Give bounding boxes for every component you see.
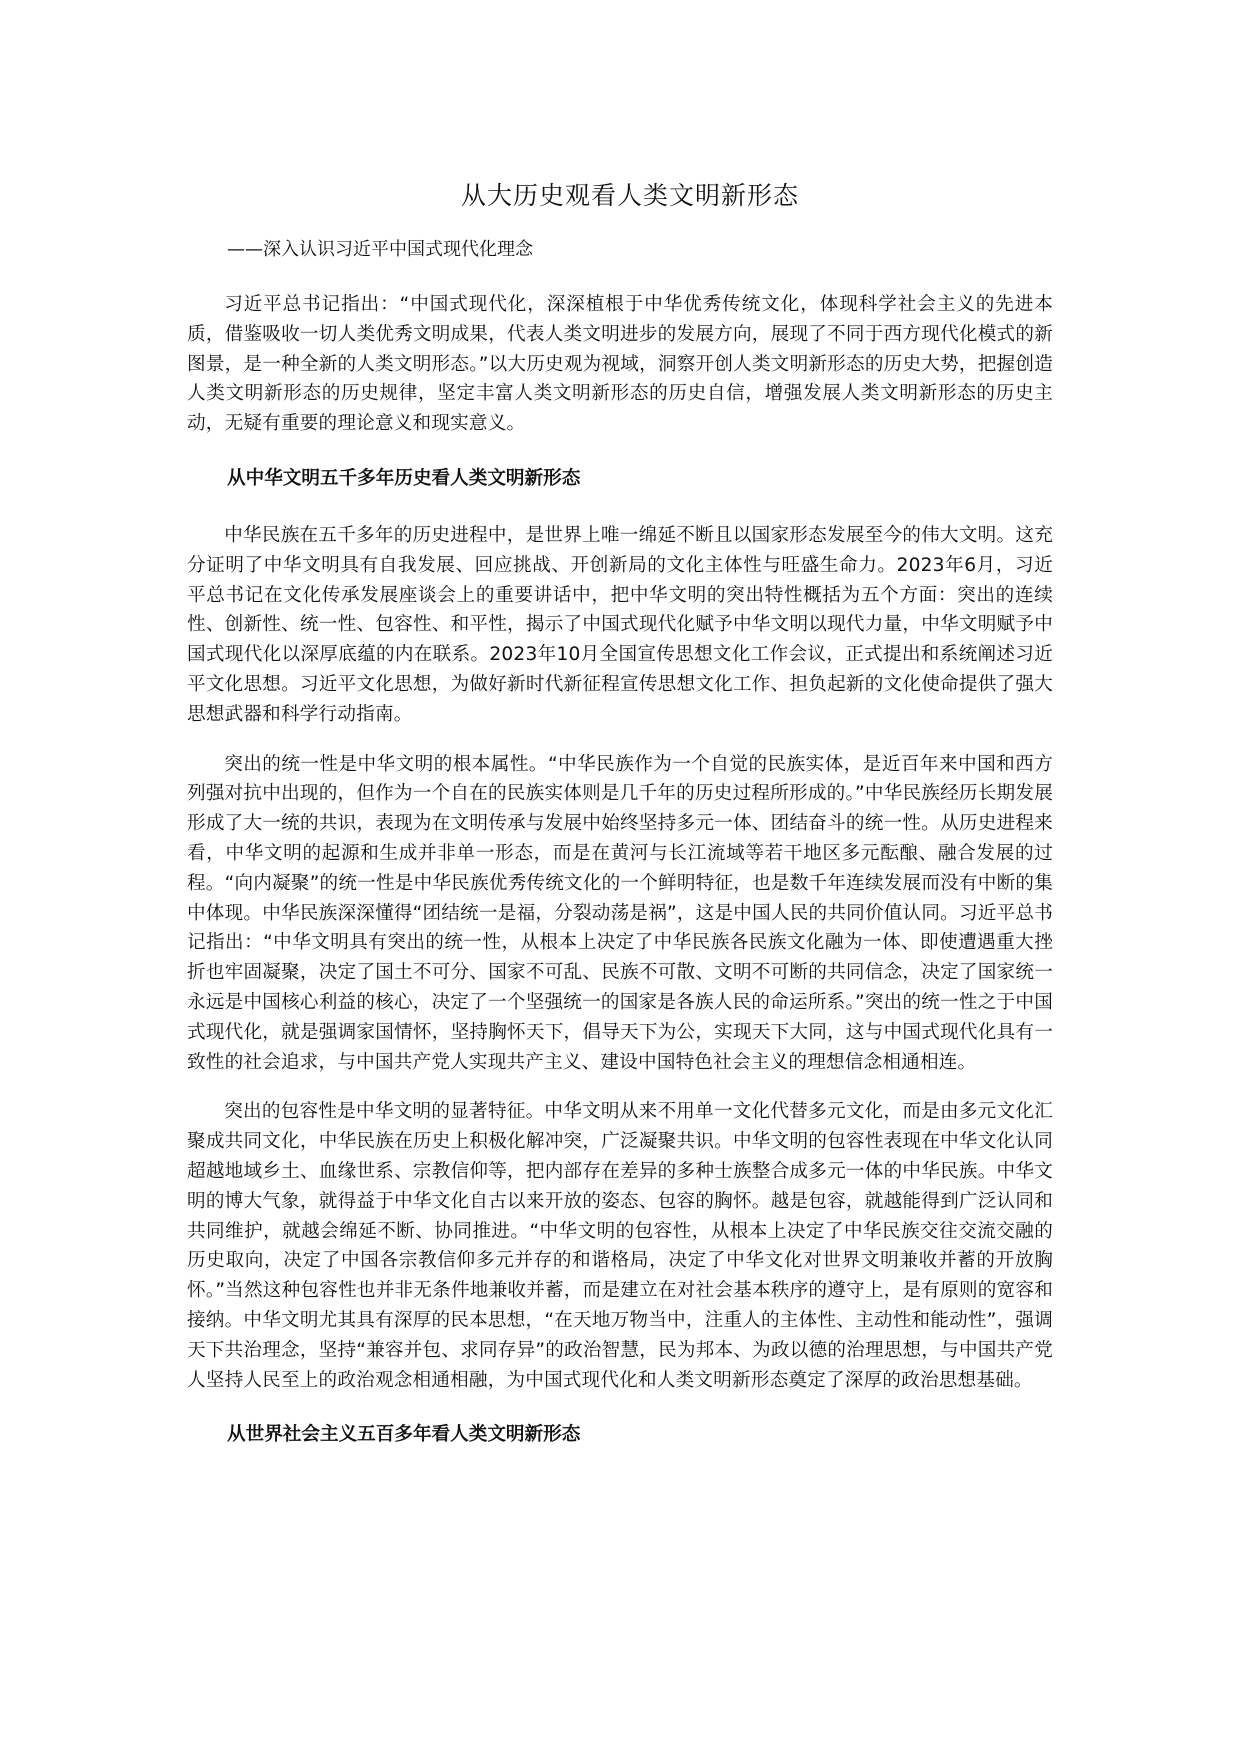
body-paragraph: 突出的包容性是中华文明的显著特征。中华文明从来不用单一文化代替多元文化，而是由多元文化汇聚成共同文化，中华民族在历史上积极化解冲突，广泛凝聚共识。中华文明的包容性表现在中华文化认同超越地域乡土、血缘世系、宗教信仰等，把内部存在差异的多种士族整合成多元一体的中华民族。中华文明的博大气象，就得益于中华文化自古以来开放的姿态、包容的胸怀。越是包容，就越能得到广泛认同和共同维护，就越会绵延不断、协同推进。“中华文明的包容性，从根本上决定了中华民族交往交流交融的历史取向，决定了中国各宗教信仰多元并存的和谐格局，决定了中华文化对世界文明兼收并蓄的开放胸怀。”当然这种包容性也并非无条件地兼收并蓄，而是建立在对社会基本秩序的遵守上，是有原则的宽容和接纳。中华文明尤其具有深厚的民本思想，“在天地万物当中，注重人的主体性、主动性和能动性”，强调天下共治理念，坚持“兼容并包、求同存异”的政治智慧，民为邦本、为政以德的治理思想，与中国共产党人坚持人民至上的政治观念相通相融，为中国式现代化和人类文明新形态奠定了深厚的政治思想基础。 [187, 1101, 1053, 1391]
intro-paragraph: 习近平总书记指出：“中国式现代化，深深植根于中华优秀传统文化，体现科学社会主义的先进本质，借鉴吸收一切人类优秀文明成果，代表人类文明进步的发展方向，展现了不同于西方现代化模式的新图景，是一种全新的人类文明形态。”以大历史观为视域，洞察开创人类文明新形态的历史大势，把握创造人类文明新形态的历史规律，坚定丰富人类文明新形态的历史自信，增强发展人类文明新形态的历史主动，无疑有重要的理论意义和现实意义。 [187, 294, 1053, 435]
body-paragraph: 突出的统一性是中华文明的根本属性。“中华民族作为一个自觉的民族实体，是近百年来中国和西方列强对抗中出现的，但作为一个自在的民族实体则是几千年的历史过程所形成的。”中华民族经历长期发展形成了大一统的共识，表现为在文明传承与发展中始终坚持多元一体、团结奋斗的统一性。从历史进程来看，中华文明的起源和生成并非单一形态，而是在黄河与长江流域等若干地区多元酝酿、融合发展的过程。“向内凝聚”的统一性是中华民族优秀传统文化的一个鲜明特征，也是数千年连续发展而没有中断的集中体现。中华民族深深懂得“团结统一是福，分裂动荡是祸”，这是中国人民的共同价值认同。习近平总书记指出：“中华文明具有突出的统一性，从根本上决定了中华民族各民族文化融为一体、即使遭遇重大挫折也牢固凝聚，决定了国土不可分、国家不可乱、民族不可散、文明不可断的共同信念，决定了国家统一永远是中国核心利益的核心，决定了一个坚强统一的国家是各族人民的命运所系。”突出的统一性之于中国式现代化，就是强调家国情怀，坚持胸怀天下，倡导天下为公，实现天下大同，这与中国式现代化具有一致性的社会追求，与中国共产党人实现共产主义、建设中国特色社会主义的理想信念相通相连。 [187, 753, 1053, 1073]
document-subtitle: ——深入认识习近平中国式现代化理念 [227, 239, 533, 260]
document-title: 从大历史观看人类文明新形态 [460, 181, 799, 210]
section-heading-1: 从中华文明五千多年历史看人类文明新形态 [227, 467, 581, 489]
document-page [187, 170, 1053, 1457]
section-heading-2: 从世界社会主义五百多年看人类文明新形态 [227, 1424, 581, 1446]
body-paragraph: 中华民族在五千多年的历史进程中，是世界上唯一绵延不断且以国家形态发展至今的伟大文明。这充分证明了中华文明具有自我发展、回应挑战、开创新局的文化主体性与旺盛生命力。2023年6月，习近平总书记在文化传承发展座谈会上的重要讲话中，把中华文明的突出特性概括为五个方面：突出的连续性、创新性、统一性、包容性、和平性，揭示了中国式现代化赋予中华文明以现代力量，中华文明赋予中国式现代化以深厚底蕴的内在联系。2023年10月全国宣传思想文化工作会议，正式提出和系统阐述习近平文化思想。习近平文化思想，为做好新时代新征程宣传思想文化工作、担负起新的文化使命提供了强大思想武器和科学行动指南。 [187, 524, 1053, 725]
